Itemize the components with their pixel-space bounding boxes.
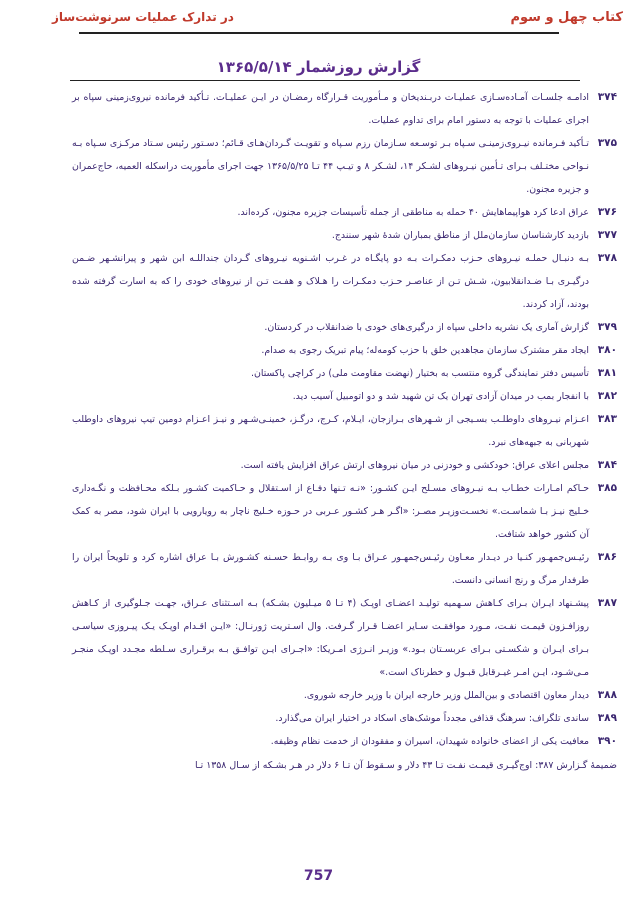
header-divider [79,32,559,34]
entry-382 [72,385,617,408]
entry-number: ۳۸۸ [597,689,617,701]
entry-number: ۳۷۸ [597,252,617,264]
entry-number: ۳۷۴ [597,91,617,103]
entry-text: ساندی تلگراف: سرهنگ قذافی مجدداً موشک‌های اسکاد در اختیار ایران می‌گذارد. [275,713,589,724]
entry-text: حـاکم امـارات خطـاب بـه نیـروهای مسـلح ایـن کشـور: «نـه تـنها دفـاع از اسـتقلال و حـاکمیت کشـور بـلکه محـافظت و نگـه‌داری خـلیج نیـز بـا شماسـت.» نخسـت‌وزیـر مصـر: «اگـر هـر کشـور عـربی در حـوزه خـلیج ناچار به رویارویی با ایران شود، مصر به کمک آن کشور خواهد شتافت. [72,483,589,540]
entry-text: اعـزام نیـروهای داوطلـب بسـیجی از شـهرهای بـرازجان، ایـلام، کـرج، درگـز، خمینـی‌شـهر و نیـز اعـزام دومین تیپ نیروهای داوطلب شهربانی به جبهه‌های نبرد. [72,414,589,448]
entry-380 [72,339,617,362]
entry-388 [72,684,617,707]
entry-text: عراق ادعا کرد هواپیماهایش ۴۰ حمله به مناطقی از جمله تأسیسات جزیره مجنون، کرده‌اند. [237,207,589,218]
entry-390 [72,730,617,753]
chapter-title: در تدارک عملیات سرنوشت‌ساز [52,10,234,24]
entry-number: ۳۷۷ [597,229,617,241]
entry-383 [72,408,617,454]
entry-386 [72,546,617,592]
entry-387 [72,592,617,684]
entry-text: گزارش آماری یک نشریه داخلی سپاه از درگیری‌های خودی با ضدانقلاب در کردستان. [264,322,589,333]
entry-text: پیشـنهاد ایـران بـرای کـاهش سـهمیه تولیـد اعضـای اوپـک (۴ تـا ۵ میـلیون بشـکه) بـه اسـتثنای عـراق، جهـت جـلوگیری از کـاهش روزافـزون قیمـت نفـت، مـورد موافقـت سـایر اعضـا قـرار گـرفت. وال اسـتریت ژورنـال: «ایـن اقـدام اوپـک یـک پیـروزی سیاسـی بـرای ایـران و شکسـتی بـرای عربسـتان بـود.» وزیـر انـرژی امـریکا: «اجـرای ایـن توافـق بـه برقـراری سـلطه مجـدد اوپـک منجـر مـی‌شـود، ایـن امـر غیـرقابل قبـول و خطرناک است.» [72,598,589,678]
book-title: کتاب چهل و سوم [510,10,623,25]
entry-text: بـه دنبـال حملـه نیـروهای حـزب دمکـرات بـه دو پایگـاه در غـرب اشـنویه نیـروهای گـردان جنداللـه ابن شهر و پیرانشـهر ضـمن درگیـری بـا ضـدانقلابیون، شـش تـن از عناصـر حـزب دمکـرات را هـلاک و هفـت تـن از نیروهای خودی را که به اسارت گرفته شده بودند، آزاد کردند. [72,253,589,310]
entry-384 [72,454,617,477]
entry-number: ۳۸۰ [597,344,617,356]
entry-377 [72,224,617,247]
entry-text: تأسیس دفتر نمایندگی گروه منتسب به بختیار (نهضت مقاومت ملی) در کراچی پاکستان. [251,368,589,379]
entry-385 [72,477,617,546]
entry-number: ۳۹۰ [597,735,617,747]
entry-376 [72,201,617,224]
entry-number: ۳۸۹ [597,712,617,724]
entry-text: با انفجار بمب در میدان آزادی تهران یک تن شهید شد و دو اتومبیل آسیب دید. [292,391,589,402]
entry-379 [72,316,617,339]
entry-381 [72,362,617,385]
entry-389 [72,707,617,730]
entry-374 [72,86,617,132]
entry-text: ادامـه جلسـات آمـاده‌سـازی عملیـات دربـندیخان و مـأموریت قـرارگاه رمضـان در ایـن عملیـات. تـأکید فرمانده نیروی‌زمینی سپاه بر اجرای عملیات با توجه به دستور امام برای تداوم عملیات. [72,92,589,126]
entry-text: معافیت یکی از اعضای خانواده شهیدان، اسیران و مفقودان از خدمت نظام وظیفه. [270,736,589,747]
entry-number: ۳۸۲ [597,390,617,402]
entry-text: بازدید کارشناسان سازمان‌ملل از مناطق بمباران شدهٔ شهر سنندج. [331,230,589,241]
entry-number: ۳۸۴ [597,459,617,471]
entry-text: ایجاد مقر مشترک سازمان مجاهدین خلق با حزب کومه‌له؛ پیام تبریک رجوی به صدام. [261,345,589,356]
entry-number: ۳۸۶ [597,551,617,563]
entry-number: ۳۷۶ [597,206,617,218]
entry-number: ۳۸۷ [597,597,617,609]
title-divider [70,80,580,81]
entry-number: ۳۷۵ [597,137,617,149]
entry-text: مجلس اعلای عراق: خودکشی و خودزنی در میان نیروهای ارتش عراق افزایش یافته است. [240,460,589,471]
entry-378 [72,247,617,316]
entry-number: ۳۸۵ [597,482,617,494]
entry-text: دیدار معاون اقتصادی و بین‌الملل وزیر خارجه ایران با وزیر خارجه شوروی. [303,690,589,701]
report-body [72,86,617,777]
entry-text: رئیـس‌جمهـور کنـیا در دیـدار معـاون رئیـس‌جمهـور عـراق بـا وی بـه روابـط حسـنه کشـورش بـا عراق اشاره کرد و تلویحاً ایران را طرفدار مرگ و رنج انسانی دانست. [72,552,589,586]
entry-number: ۳۷۹ [597,321,617,333]
entry-number: ۳۸۳ [597,413,617,425]
page-number: 757 [303,868,334,884]
supplement-text: ضمیمهٔ گـزارش ۳۸۷: اوج‌گیـری قیمـت نفـت تـا ۴۳ دلار و سـقوط آن تـا ۶ دلار در هـر بشـکه از سـال ۱۳۵۸ تـا [195,760,617,771]
entry-375 [72,132,617,201]
entry-number: ۳۸۱ [597,367,617,379]
entry-text: تـأکید فـرمانده نیـروی‌زمینـی سـپاه بـر توسـعه سـازمان رزم سـپاه و تقویـت گـردان‌هـای قـائم؛ دسـتور رئیس سـتاد مرکـزی سـپاه بـه نـواحی مختـلف بـرای تـأمین نیـروهای لشـکر ۱۴، لشـکر ۸ و تیـپ ۴۴ تـا ۱۳۶۵/۵/۲۵ جهت اجرای مأموریت دراسکله العمیه، حاج‌عمران و جزیره مجنون. [72,138,589,195]
report-title: گزارش روزشمار ۱۳۶۵/۵/۱۴ [216,58,421,76]
